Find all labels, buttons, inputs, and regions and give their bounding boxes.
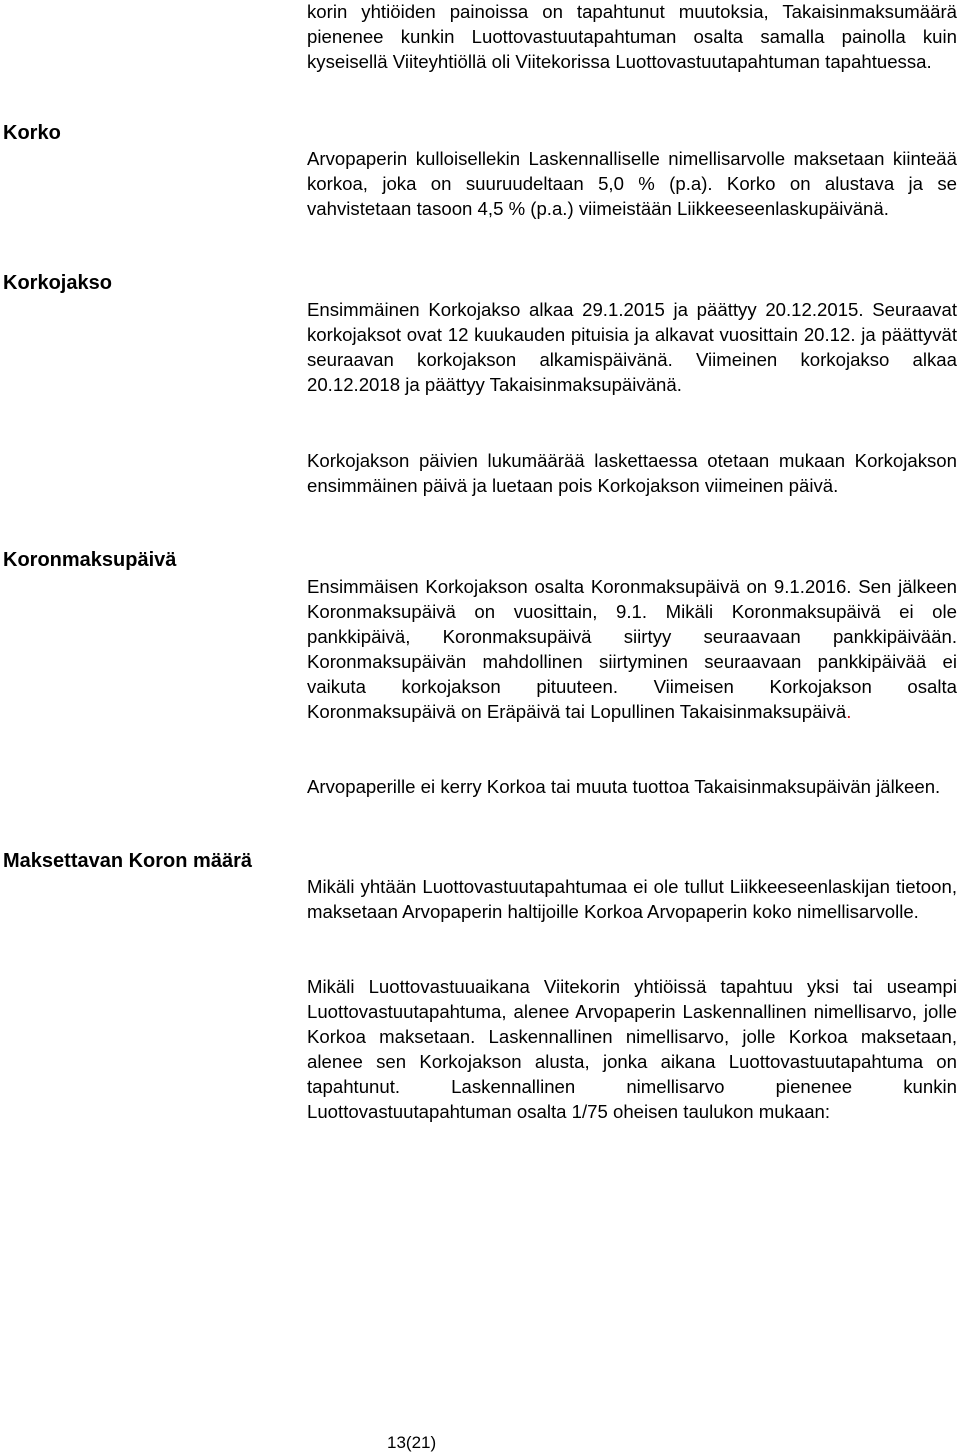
heading-maksettavan-koron-maara: Maksettavan Koron määrä <box>3 850 252 872</box>
red-period-mark: . <box>846 701 852 722</box>
heading-koronmaksupaiva: Koronmaksupäivä <box>3 549 177 571</box>
korkojakso-paragraph-2: Korkojakson päivien lukumäärää laskettaessa otetaan mukaan Korkojakson ensimmäinen päivä ja luetaan pois Korkojakson viimeinen päivä. <box>307 450 957 496</box>
maksettava-paragraph-1: Mikäli yhtään Luottovastuutapahtumaa ei ole tullut Liikkeeseenlaskijan tietoon, maksetaan Arvopaperin haltijoille Korkoa Arvopaperin koko nimellisarvolle. <box>307 876 957 922</box>
heading-korkojakso: Korkojakso <box>3 272 112 294</box>
heading-korko: Korko <box>3 122 61 144</box>
korkojakso-paragraph-1: Ensimmäinen Korkojakso alkaa 29.1.2015 ja päättyy 20.12.2015. Seuraavat korkojaksot ovat 12 kuukauden pituisia ja alkavat vuosittain 20.12. ja päättyvät seuraavan korkojakson alkamispäivänä. Viimeinen korkojakso alkaa 20.12.2018 ja päättyy Takaisinmaksupäivänä. <box>307 299 957 395</box>
intro-continuation-paragraph: korin yhtiöiden painoissa on tapahtunut muutoksia, Takaisinmaksumäärä pienenee kunkin Luottovastuutapahtuman osalta samalla painolla kuin kyseisellä Viiteyhtiöllä oli Viitekorissa Luottovastuutapahtuman tapahtuessa. <box>307 1 957 72</box>
koronmaksupaiva-paragraph-2: Arvopaperille ei kerry Korkoa tai muuta tuottoa Takaisinmaksupäivän jälkeen. <box>307 776 941 797</box>
koronmaksupaiva-paragraph-1-text: Ensimmäisen Korkojakson osalta Koronmaksupäivä on 9.1.2016. Sen jälkeen Koronmaksupäivä on vuosittain, 9.1. Mikäli Koronmaksupäivä ei ole pankkipäivä, Koronmaksupäivä siirtyy seuraavaan pankkipäivään. Koronmaksupäivän mahdollinen siirtyminen seuraavaan pankkipäivää ei vaikuta korkojakson pituuteen. Viimeisen Korkojakson osalta Koronmaksupäivä on Eräpäivä tai Lopullinen Takaisinmaksupäivä <box>307 576 957 722</box>
page-number: 13(21) <box>387 1433 437 1452</box>
korko-paragraph: Arvopaperin kulloisellekin Laskennalliselle nimellisarvolle maksetaan kiinteää korkoa, joka on suuruudeltaan 5,0 % (p.a). Korko on alustava ja se vahvistetaan tasoon 4,5 % (p.a.) viimeistään Liikkeeseenlaskupäivänä. <box>307 148 957 219</box>
koronmaksupaiva-paragraph-1 <box>307 574 957 724</box>
maksettava-paragraph-2: Mikäli Luottovastuuaikana Viitekorin yhtiöissä tapahtuu yksi tai useampi Luottovastuutapahtuma, alenee Arvopaperin Laskennallinen nimellisarvo, jolle Korkoa maksetaan. Laskennallinen nimellisarvo, jolle Korkoa maksetaan, alenee sen Korkojakson alusta, jonka aikana Luottovastuutapahtuma on tapahtunut. Laskennallinen nimellisarvo pienenee kunkin Luottovastuutapahtuman osalta 1/75 oheisen taulukon mukaan: <box>307 976 957 1122</box>
